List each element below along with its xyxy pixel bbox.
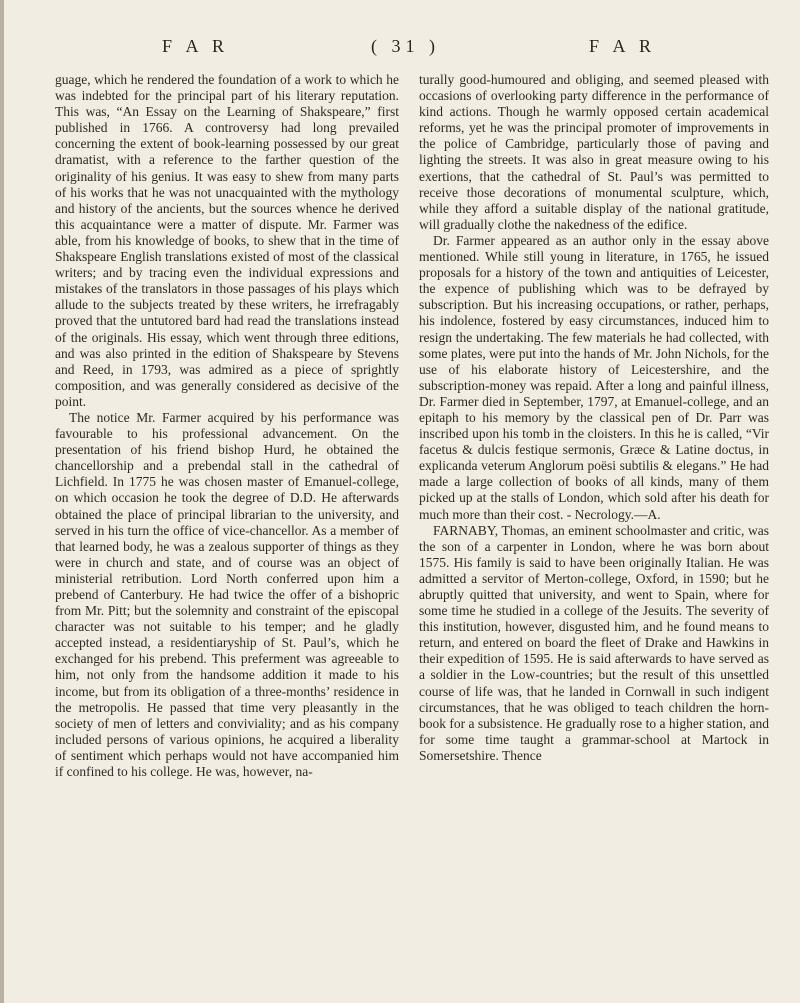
paragraph: turally good-humoured and obliging, and seemed pleased with occasions of overlooking party difference in the performance of kind actions. Though he warmly opposed certain academical reforms, yet he was the principal promoter of improvements in the police of Cambridge, particularly those of paving and lighting the streets. It was also in great measure owing to his exertions, that the cathedral of St. Paul’s was permitted to receive those decorations of monumental sculpture, which, while they afford a suitable display of the national gratitude, will gradually clothe the nakedness of the edifice. bbox=[419, 72, 769, 232]
running-head-right: F A R bbox=[589, 36, 657, 56]
running-head-left: F A R bbox=[162, 36, 230, 56]
running-head bbox=[0, 36, 800, 62]
page-gutter-edge bbox=[0, 0, 4, 1003]
paragraph: Dr. Farmer appeared as an author only in the essay above mentioned. While still young in literature, in 1765, he issued proposals for a history of the town and antiquities of Leicester, the expence of publishing which was to be defrayed by subscription. But his increasing occupations, or rather, perhaps, his indolence, fostered by easy circumstances, induced him to resign the undertaking. The few materials he had collected, with some plates, were put into the hands of Mr. John Nichols, for the use of his elaborate history of Leicestershire, and the subscription-money was repaid. After a long and painful illness, Dr. Farmer died in September, 1797, at Emanuel-college, and an epitaph to his memory by the classical pen of Dr. Parr was inscribed upon his tomb in the cloisters. In this he is called, “Vir facetus & dulcis festique sermonis, Græce & Latine doctus, in explicanda veterum Anglorum poësi subtilis & elegans.” He had made a large collection of books of all kinds, many of them picked up at the stalls of London, which sold after his death for much more than their cost. - Necrology.—A. bbox=[419, 232, 769, 522]
paragraph: The notice Mr. Farmer acquired by his performance was favourable to his professional advancement. On the presentation of his friend bishop Hurd, he obtained the chancellorship and a prebendal stall in the cathedral of Lichfield. In 1775 he was chosen master of Emanuel-college, on which occasion he took the degree of D.D. He afterwards obtained the place of principal librarian to the university, and served in his turn the office of vice-chancellor. As a member of that learned body, he was a zealous supporter of things as they were in church and state, and of course was an object of ministerial retribution. Lord North conferred upon him a prebend of Canterbury. He had twice the offer of a bishopric from Mr. Pitt; but the solemnity and constraint of the episcopal character was not suitable to his temper; and he gladly accepted instead, a residentiaryship of St. Paul’s, which he exchanged for his prebend. This preferment was agreeable to him, not only from the handsome addition it made to his income, but from its obligation of a three-months’ residence in the metropolis. He passed that time very pleasantly in the society of men of letters and conviviality; and as his company included persons of various opinions, he acquired a liberality of sentiment which perhaps would not have accompanied him if confined to his college. He was, however, na- bbox=[55, 409, 399, 780]
left-column bbox=[55, 72, 399, 780]
paragraph: guage, which he rendered the foundation of a work to which he was indebted for the principal part of his literary reputation. This was, “An Essay on the Learning of Shakspeare,” first published in 1766. A controversy had long prevailed concerning the extent of book-learning possessed by our great dramatist, with a reference to the farther question of the originality of his genius. It was easy to shew from many parts of his works that he was not unacquainted with the mythology and history of the ancients, but the sources whence he derived this acquaintance were a matter of dispute. Mr. Farmer was able, from his knowledge of books, to shew that in the time of Shakspeare English translations existed of most of the classical writers; and by tracing even the individual expressions and mistakes of the translators in those passages of his plays which allude to the subjects treated by these writers, he irrefragably proved that the untutored bard had read the translations instead of the originals. His essay, which went through three editions, and was also printed in the edition of Shakspeare by Stevens and Reed, in 1793, was admired as a piece of sprightly composition, and was generally considered as decisive of the point. bbox=[55, 72, 399, 409]
entry-farnaby: FARNABY, Thomas, an eminent schoolmaster and critic, was the son of a carpenter in London, where he was born about 1575. His family is said to have been originally Italian. He was admitted a servitor of Merton-college, Oxford, in 1590; but he abruptly quitted that university, and went to Spain, where for some time he studied in a college of the Jesuits. The severity of this institution, however, disgusted him, and he found means to return, and entered on board the fleet of Drake and Hawkins in their expedition of 1595. He is said afterwards to have served as a soldier in the Low-countries; but the result of this unsettled course of life was, that he landed in Cornwall in such indigent circumstances, that he was obliged to teach children the horn-book for a subsistence. He gradually rose to a higher station, and for some time taught a grammar-school at Martock in Somersetshire. Thence bbox=[419, 522, 769, 763]
page-number: ( 31 ) bbox=[371, 36, 440, 56]
right-column bbox=[419, 72, 769, 764]
